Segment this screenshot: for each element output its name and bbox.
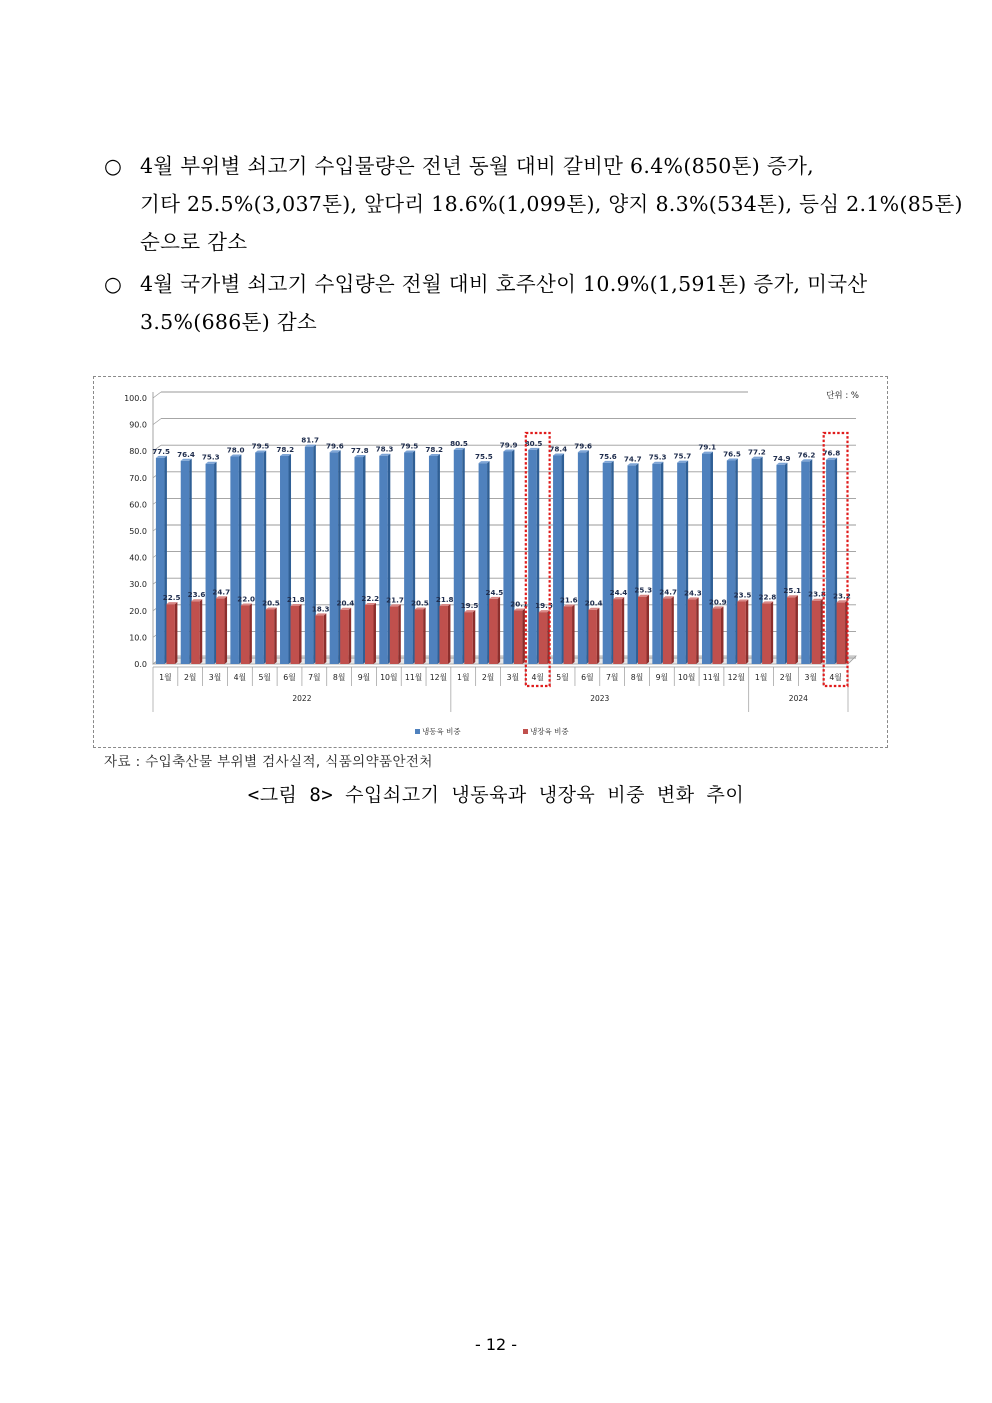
chilled-data-label: 23.6 — [187, 590, 206, 600]
frozen-bar — [280, 456, 289, 664]
frozen-bar — [628, 465, 637, 664]
y-tick-label: 60.0 — [129, 500, 147, 510]
chilled-bar — [439, 606, 448, 664]
chilled-data-label: 21.8 — [286, 595, 305, 605]
chilled-data-label: 23.8 — [808, 589, 826, 599]
chilled-data-label: 20.9 — [708, 597, 727, 607]
x-tick-label: 4월 — [829, 673, 842, 682]
year-label: 2022 — [292, 694, 312, 703]
chilled-data-label: 23.5 — [733, 590, 752, 600]
unit-label: 단위 : % — [826, 391, 859, 401]
chilled-data-label: 24.5 — [485, 587, 504, 597]
y-tick-label: 20.0 — [129, 606, 147, 616]
chilled-bar — [415, 609, 424, 664]
y-tick-label: 90.0 — [129, 420, 147, 430]
bar-side — [820, 599, 823, 664]
bar-side — [473, 610, 476, 664]
paragraph-1-line-3: 순으로 감소 — [140, 230, 248, 254]
paragraph-1-line-2: 기타 25.5%(3,037톤), 앞다리 18.6%(1,099톤), 양지 8.3%(534톤), 등심 2.1%(85톤) — [140, 192, 963, 216]
chilled-bar — [315, 615, 324, 664]
frozen-bar — [652, 464, 661, 664]
frozen-bar — [429, 456, 438, 664]
chilled-bar — [812, 601, 821, 664]
frozen-bar — [230, 457, 239, 664]
chilled-bar — [166, 604, 175, 664]
chilled-data-label: 24.4 — [609, 588, 628, 598]
frozen-bar — [578, 452, 587, 664]
source-note: 자료 : 수입축산물 부위별 검사실적, 식품의약품안전처 — [104, 754, 433, 770]
paragraph-1-line-1: 4월 부위별 쇠고기 수입물량은 전년 동월 대비 갈비만 6.4%(850톤) 증가, — [140, 154, 814, 178]
gridline-diag — [153, 419, 161, 425]
x-tick-label: 3월 — [208, 673, 222, 682]
year-label: 2023 — [590, 694, 610, 703]
y-tick-label: 80.0 — [129, 447, 147, 457]
chilled-data-label: 18.3 — [311, 604, 330, 614]
frozen-data-label: 79.5 — [400, 441, 419, 451]
bar-side — [200, 599, 203, 664]
chilled-data-label: 24.7 — [659, 587, 677, 597]
page-number: - 12 - — [474, 1335, 518, 1354]
y-tick-label: 70.0 — [129, 473, 147, 483]
chilled-bar — [762, 603, 771, 664]
bar-side — [746, 599, 749, 664]
bar-side — [324, 613, 327, 664]
chilled-bar — [266, 609, 275, 664]
frozen-bar — [206, 464, 215, 664]
frozen-data-label: 75.3 — [201, 452, 220, 462]
frozen-data-label: 75.5 — [474, 452, 493, 462]
frozen-bar — [528, 450, 537, 664]
x-tick-label: 9월 — [655, 673, 669, 682]
chilled-data-label: 21.7 — [386, 595, 404, 605]
chilled-data-label: 22.2 — [361, 593, 380, 603]
bar-side — [795, 595, 798, 664]
chilled-data-label: 22.0 — [237, 594, 255, 604]
x-tick-label: 2월 — [183, 673, 197, 682]
chilled-bar — [564, 607, 573, 664]
legend-label: 냉동육 비중 — [422, 727, 461, 736]
chilled-bar — [837, 602, 846, 664]
bar-side — [274, 607, 277, 664]
x-tick-label: 6월 — [581, 673, 594, 682]
chilled-bar — [588, 610, 597, 664]
frozen-data-label: 78.2 — [276, 444, 295, 454]
chilled-bar — [688, 599, 697, 664]
x-tick-label: 7월 — [308, 673, 321, 682]
legend-swatch — [523, 729, 528, 734]
chilled-data-label: 22.5 — [162, 593, 181, 603]
frozen-data-label: 79.6 — [326, 441, 344, 451]
frozen-data-label: 79.9 — [499, 440, 518, 450]
bar-side — [696, 597, 699, 664]
frozen-bar — [727, 461, 736, 664]
bar-side — [175, 602, 178, 664]
frozen-bar — [677, 463, 686, 664]
chilled-bar — [712, 608, 721, 664]
x-tick-label: 10월 — [677, 673, 696, 682]
legend-label: 냉장육 비중 — [530, 727, 569, 736]
x-tick-label: 1월 — [754, 673, 768, 682]
x-tick-label: 1월 — [457, 673, 470, 682]
bar-side — [572, 605, 575, 664]
frozen-bar — [404, 453, 413, 664]
chilled-bar — [241, 605, 250, 664]
x-tick-label: 2월 — [481, 673, 495, 682]
x-tick-label: 11월 — [702, 673, 721, 682]
chilled-bar — [464, 612, 473, 664]
x-tick-label: 2월 — [779, 673, 793, 682]
paragraph-2-line-2: 3.5%(686톤) 감소 — [140, 310, 318, 334]
x-tick-label: 7월 — [605, 673, 619, 682]
x-tick-label: 3월 — [506, 673, 520, 682]
frozen-bar — [305, 447, 314, 664]
frozen-bar — [330, 452, 339, 664]
frozen-data-label: 75.6 — [599, 451, 617, 461]
bar-side — [597, 608, 600, 664]
frozen-bar — [354, 457, 363, 664]
frozen-data-label: 77.5 — [152, 446, 171, 456]
frozen-data-label: 80.5 — [524, 438, 543, 448]
paragraph-2-line-1: 4월 국가별 쇠고기 수입량은 전월 대비 호주산이 10.9%(1,591톤) 증가, 미국산 — [140, 272, 868, 296]
frozen-bar — [379, 456, 388, 664]
frozen-data-label: 79.6 — [574, 441, 592, 451]
frozen-data-label: 74.7 — [623, 454, 642, 464]
chilled-data-label: 20.4 — [336, 598, 355, 608]
bar-side — [771, 601, 774, 664]
bullet-circle-icon: ○ — [104, 272, 122, 296]
x-tick-label: 9월 — [357, 673, 371, 682]
x-tick-label: 8월 — [630, 673, 644, 682]
frozen-data-label: 77.8 — [350, 446, 369, 456]
x-tick-label: 8월 — [332, 673, 346, 682]
frozen-chilled-beef-share-chart — [93, 376, 888, 748]
frozen-data-label: 75.3 — [648, 452, 667, 462]
x-tick-label: 1월 — [159, 673, 172, 682]
frozen-bar — [503, 451, 512, 664]
frozen-data-label: 81.7 — [301, 435, 319, 445]
legend-swatch — [415, 729, 420, 734]
frozen-bar — [181, 461, 190, 664]
bar-side — [622, 597, 625, 664]
gridline-diag — [153, 392, 161, 398]
frozen-bar — [776, 465, 785, 664]
chilled-data-label: 20.5 — [262, 598, 280, 608]
chilled-data-label: 19.5 — [460, 601, 479, 611]
x-tick-label: 4월 — [233, 673, 247, 682]
frozen-data-label: 78.4 — [549, 444, 568, 454]
chilled-bar — [787, 597, 796, 664]
chilled-data-label: 24.3 — [684, 588, 702, 598]
chilled-data-label: 23.2 — [832, 591, 851, 601]
x-tick-label: 12월 — [429, 673, 448, 682]
frozen-data-label: 78.3 — [375, 444, 394, 454]
bar-side — [671, 596, 674, 664]
frozen-data-label: 79.5 — [251, 441, 270, 451]
bar-side — [225, 596, 228, 664]
chilled-data-label: 19.5 — [535, 601, 553, 611]
bar-side — [647, 595, 650, 664]
chilled-bar — [663, 598, 672, 664]
chilled-bar — [390, 606, 399, 664]
chilled-data-label: 25.3 — [634, 585, 653, 595]
y-tick-label: 0.0 — [134, 660, 147, 669]
frozen-bar — [702, 454, 711, 664]
bar-side — [498, 597, 501, 664]
frozen-bar — [454, 450, 463, 664]
chilled-bar — [340, 610, 349, 664]
frozen-data-label: 77.2 — [748, 447, 766, 457]
frozen-bar — [553, 455, 562, 664]
chilled-bar — [539, 612, 548, 664]
bar-side — [249, 603, 252, 664]
frozen-data-label: 78.2 — [425, 444, 444, 454]
frozen-data-label: 76.4 — [177, 449, 195, 459]
x-tick-label: 5월 — [556, 673, 569, 682]
chilled-bar — [613, 599, 622, 664]
chilled-data-label: 22.8 — [758, 592, 777, 602]
frozen-data-label: 76.2 — [797, 450, 816, 460]
frozen-bar — [255, 453, 263, 664]
chilled-data-label: 21.6 — [559, 595, 578, 605]
x-tick-label: 11월 — [404, 673, 423, 682]
bar-side — [448, 604, 451, 664]
frozen-bar — [826, 460, 835, 664]
figure-caption: <그림 8> 수입쇠고기 냉동육과 냉장육 비중 변화 추이 — [247, 784, 745, 806]
chilled-bar — [365, 605, 374, 664]
bar-side — [373, 603, 376, 664]
chilled-bar — [216, 598, 225, 664]
frozen-data-label: 76.5 — [723, 449, 741, 459]
x-tick-label: 3월 — [804, 673, 818, 682]
x-tick-label: 10월 — [380, 673, 398, 682]
x-tick-label: 5월 — [258, 673, 271, 682]
frozen-bar — [603, 463, 612, 664]
frozen-bar — [156, 458, 165, 664]
y-tick-label: 30.0 — [129, 580, 147, 590]
frozen-data-label: 78.0 — [226, 445, 245, 455]
frozen-data-label: 74.9 — [772, 453, 791, 463]
y-tick-label: 50.0 — [129, 527, 147, 536]
x-tick-label: 12월 — [727, 673, 746, 682]
frozen-data-label: 80.5 — [450, 438, 468, 448]
x-tick-label: 4월 — [531, 673, 544, 682]
y-tick-label: 40.0 — [129, 553, 147, 563]
bar-side — [398, 604, 401, 664]
chilled-bar — [489, 599, 498, 664]
frozen-data-label: 79.1 — [698, 442, 717, 452]
bar-side — [299, 604, 302, 664]
chilled-data-label: 21.8 — [435, 595, 454, 605]
chilled-bar — [514, 611, 523, 664]
year-label: 2024 — [788, 694, 808, 703]
chilled-bar — [191, 601, 200, 664]
x-tick-label: 6월 — [283, 673, 296, 682]
bar-side — [522, 609, 525, 664]
bar-side — [349, 608, 352, 664]
frozen-bar — [801, 461, 810, 664]
y-tick-label: 100.0 — [124, 394, 147, 403]
chilled-bar — [737, 601, 746, 664]
chilled-data-label: 24.7 — [212, 587, 231, 597]
chilled-bar — [291, 606, 300, 664]
chilled-data-label: 25.1 — [783, 586, 802, 596]
chilled-bar — [638, 597, 647, 664]
frozen-bar — [752, 459, 761, 664]
frozen-bar — [479, 463, 488, 664]
frozen-data-label: 75.7 — [673, 451, 692, 461]
y-tick-label: 10.0 — [129, 633, 147, 643]
chilled-data-label: 20.4 — [584, 598, 603, 608]
chilled-data-label: 20.1 — [510, 599, 529, 609]
frozen-data-label: 76.8 — [822, 448, 841, 458]
bullet-circle-icon: ○ — [104, 154, 122, 178]
chilled-data-label: 20.5 — [411, 598, 429, 608]
bar-side — [721, 606, 724, 664]
bar-side — [423, 607, 426, 664]
